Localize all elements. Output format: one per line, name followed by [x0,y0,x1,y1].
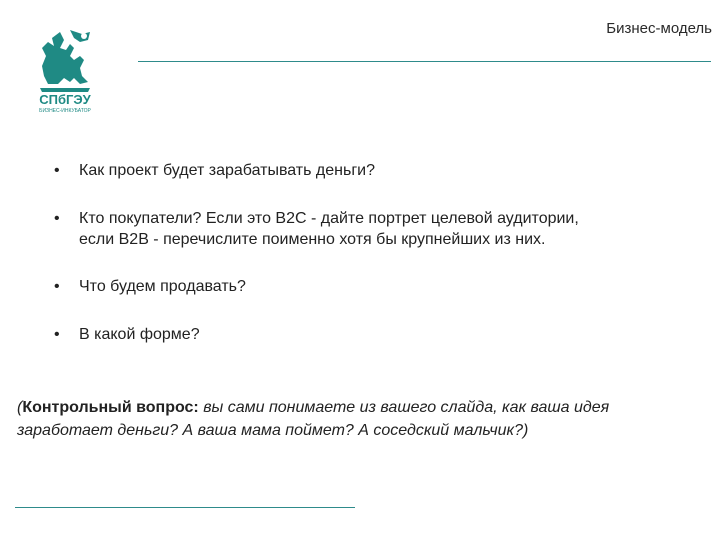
note-open-paren: ( [17,399,23,416]
control-question-note [17,396,697,442]
bullet-marker: • [54,326,60,343]
list-item-text: Что будем продавать? [79,278,246,295]
header-divider [138,61,711,62]
list-item-text-line1: Кто покупатели? Если это B2C - дайте портрет целевой аудитории, [79,210,579,227]
list-item [52,160,692,181]
list-item [52,276,692,297]
footer-divider [15,507,355,508]
bullet-marker: • [54,278,60,295]
list-item [52,208,692,250]
spbgeu-logo [30,26,100,114]
list-item [52,324,692,345]
question-list [52,160,692,345]
note-text: вы сами понимаете из вашего слайда, как ваша идея заработает деньги? А ваша мама поймет? А соседский мальчик?) [17,399,610,439]
bullet-marker: • [54,162,60,179]
logo-text: СПбГЭУ [39,92,91,107]
slide-title: Бизнес-модель [606,20,712,37]
list-item-text: В какой форме? [79,326,200,343]
logo-subtext: БИЗНЕС-ИНКУБАТОР [39,108,91,114]
list-item-text: Как проект будет зарабатывать деньги? [79,162,375,179]
list-item-text-line2: если B2B - перечислите поименно хотя бы крупнейших из них. [79,231,546,248]
note-bold-label: Контрольный вопрос: [22,399,199,416]
bullet-marker: • [54,210,60,227]
